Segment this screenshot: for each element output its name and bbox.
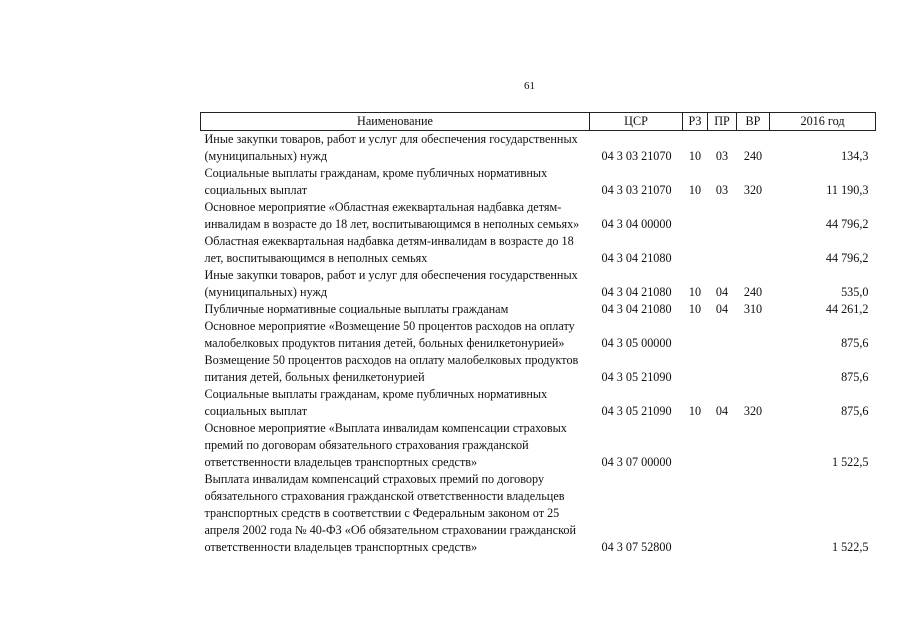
row-rz: 10: [688, 149, 702, 163]
row-vr: [737, 199, 770, 233]
table-row: [201, 471, 876, 556]
table-row: [201, 131, 876, 166]
row-rz: [683, 233, 708, 267]
row-name: Основное мероприятие «Областная ежеквартальная надбавка детям-инвалидам в возрасте до 18 лет, воспитывающимся в неполных семьях»: [204, 200, 580, 231]
row-name: Социальные выплаты гражданам, кроме публичных нормативных социальных выплат: [204, 166, 548, 197]
table-row: [201, 301, 876, 318]
row-amount: 1 522,5: [831, 455, 869, 469]
row-rz: [683, 471, 708, 556]
page-number: 61: [524, 80, 535, 92]
row-vr: [737, 420, 770, 471]
row-amount: 1 522,5: [831, 540, 869, 554]
row-csr: 04 3 04 00000: [601, 217, 672, 231]
table-row: [201, 352, 876, 386]
row-vr: [737, 233, 770, 267]
column-header-csr: ЦСР: [590, 113, 683, 131]
row-name: Основное мероприятие «Выплата инвалидам компенсации страховых премий по договорам обязательного страхования гражданской ответственности владельцев транспортных средств»: [204, 421, 567, 469]
row-rz: 10: [688, 404, 702, 418]
row-amount: 44 261,2: [825, 302, 869, 316]
column-header-name: Наименование: [201, 113, 590, 131]
row-vr: 310: [743, 302, 763, 316]
row-pr: [708, 318, 737, 352]
table-row: [201, 318, 876, 352]
row-rz: [683, 199, 708, 233]
row-pr: 03: [715, 183, 729, 197]
row-name: Иные закупки товаров, работ и услуг для обеспечения государственных (муниципальных) нужд: [204, 132, 578, 163]
column-header-vr: ВР: [737, 113, 770, 131]
row-amount: 134,3: [841, 149, 869, 163]
row-amount: 875,6: [841, 370, 869, 384]
column-header-year: 2016 год: [770, 113, 876, 131]
row-csr: 04 3 05 21090: [601, 370, 672, 384]
table-header: [201, 113, 876, 131]
row-vr: 320: [743, 183, 763, 197]
row-pr: 04: [715, 285, 729, 299]
row-name: Иные закупки товаров, работ и услуг для обеспечения государственных (муниципальных) нужд: [204, 268, 578, 299]
table-row: [201, 199, 876, 233]
row-vr: [737, 318, 770, 352]
row-csr: 04 3 07 52800: [601, 540, 672, 554]
row-pr: [708, 233, 737, 267]
row-vr: [737, 471, 770, 556]
table-row: [201, 233, 876, 267]
row-amount: 11 190,3: [826, 183, 869, 197]
row-rz: [683, 318, 708, 352]
row-csr: 04 3 04 21080: [601, 251, 672, 265]
row-pr: [708, 352, 737, 386]
row-vr: [737, 352, 770, 386]
row-pr: 03: [715, 149, 729, 163]
row-csr: 04 3 03 21070: [601, 149, 672, 163]
row-name: Выплата инвалидам компенсаций страховых премий по договору обязательного страхования гражданской ответственности владельцев транспортных средств в соответствии с Федеральным законом от 25 апреля 2002 года № 40-ФЗ «Об обязательном страховании гражданской ответственности владельцев транспортных средств»: [204, 472, 577, 554]
row-pr: [708, 420, 737, 471]
row-csr: 04 3 03 21070: [601, 183, 672, 197]
row-name: Публичные нормативные социальные выплаты гражданам: [204, 302, 509, 316]
row-csr: 04 3 05 00000: [601, 336, 672, 350]
row-rz: 10: [688, 285, 702, 299]
row-name: Областная ежеквартальная надбавка детям-инвалидам в возрасте до 18 лет, воспитывающимся в неполных семьях: [204, 234, 574, 265]
row-csr: 04 3 04 21080: [601, 285, 672, 299]
row-amount: 44 796,2: [825, 251, 869, 265]
row-amount: 875,6: [841, 336, 869, 350]
table-row: [201, 420, 876, 471]
column-header-rz: РЗ: [683, 113, 708, 131]
row-name: Основное мероприятие «Возмещение 50 процентов расходов на оплату малобелковых продуктов питания детей, больных фенилкетонурией»: [204, 319, 575, 350]
table-row: [201, 386, 876, 420]
row-vr: 240: [743, 285, 763, 299]
budget-table: [200, 112, 876, 556]
table-row: [201, 267, 876, 301]
row-name: Социальные выплаты гражданам, кроме публичных нормативных социальных выплат: [204, 387, 548, 418]
row-amount: 535,0: [841, 285, 869, 299]
row-amount: 44 796,2: [825, 217, 869, 231]
row-pr: [708, 199, 737, 233]
row-csr: 04 3 05 21090: [601, 404, 672, 418]
column-header-pr: ПР: [708, 113, 737, 131]
row-rz: 10: [688, 183, 702, 197]
row-rz: [683, 420, 708, 471]
row-csr: 04 3 07 00000: [601, 455, 672, 469]
row-rz: [683, 352, 708, 386]
row-rz: 10: [688, 302, 702, 316]
row-pr: [708, 471, 737, 556]
row-vr: 320: [743, 404, 763, 418]
table-row: [201, 165, 876, 199]
row-amount: 875,6: [841, 404, 869, 418]
table-body: [201, 131, 876, 557]
row-name: Возмещение 50 процентов расходов на оплату малобелковых продуктов питания детей, больных фенилкетонурией: [204, 353, 579, 384]
row-vr: 240: [743, 149, 763, 163]
row-csr: 04 3 04 21080: [601, 302, 672, 316]
row-pr: 04: [715, 404, 729, 418]
row-pr: 04: [715, 302, 729, 316]
